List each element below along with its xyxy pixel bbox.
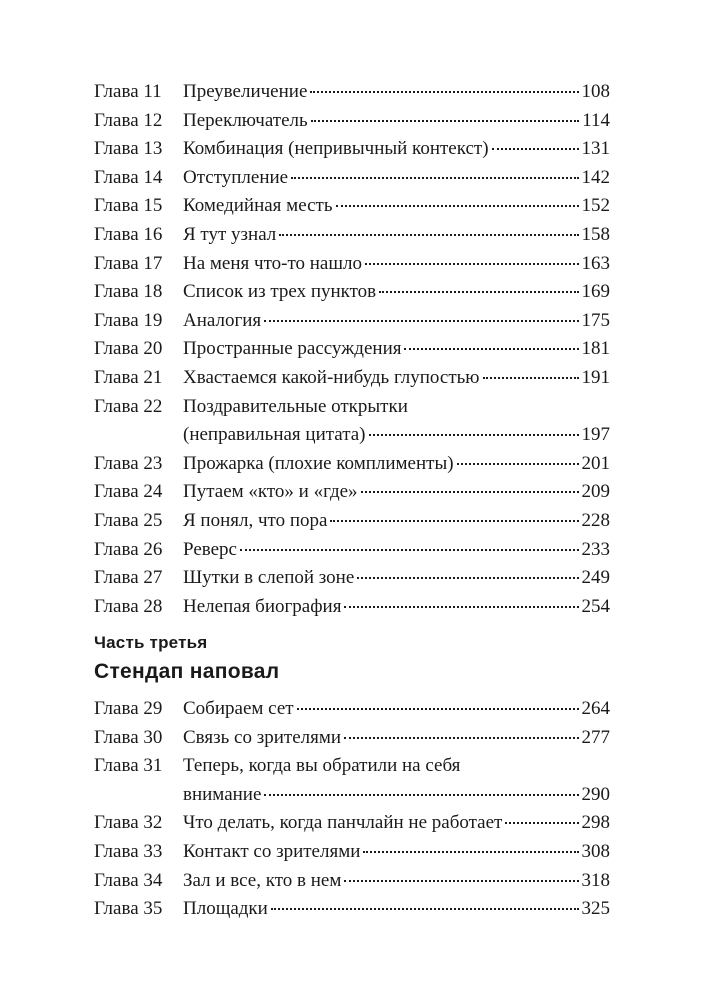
dot-leader — [404, 347, 578, 350]
page-number: 175 — [581, 309, 610, 331]
part-title: Стендап наповал — [94, 660, 280, 683]
chapter-title: Путаем «кто» и «где» — [183, 481, 358, 503]
chapter-number: Глава 26 — [94, 538, 163, 560]
dot-leader — [357, 576, 578, 579]
chapter-title: Что делать, когда панчлайн не работает — [183, 812, 503, 834]
page-number: 108 — [581, 81, 610, 102]
chapter-number: Глава 23 — [94, 452, 163, 474]
chapter-number: Глава 22 — [94, 395, 163, 417]
toc-entry — [94, 564, 610, 593]
toc-entry — [94, 724, 610, 753]
page-number: 308 — [581, 840, 610, 862]
toc-entry — [94, 107, 610, 136]
dot-leader — [363, 850, 578, 853]
chapter-number: Глава 30 — [94, 726, 163, 748]
chapter-number: Глава 32 — [94, 812, 163, 834]
toc-entry — [94, 307, 610, 336]
chapter-title: Комедийная месть — [183, 195, 333, 217]
toc-entry — [94, 164, 610, 193]
dot-leader — [379, 290, 578, 293]
page-number: 318 — [581, 869, 610, 891]
part-label: Часть третья — [94, 633, 208, 652]
page-number: 181 — [581, 338, 610, 360]
chapter-title: Список из трех пунктов — [183, 281, 377, 303]
dot-leader — [344, 879, 578, 882]
page-number: 277 — [581, 726, 610, 748]
toc-entry — [94, 78, 610, 107]
toc-entry — [94, 221, 610, 250]
chapter-number: Глава 29 — [94, 698, 163, 719]
dot-leader — [361, 490, 579, 493]
chapter-title: Собираем сет — [183, 698, 294, 719]
page-number: 325 — [581, 898, 610, 920]
chapter-number: Глава 35 — [94, 898, 163, 920]
dot-leader — [310, 90, 578, 93]
chapter-title: На меня что-то нашло — [183, 252, 362, 274]
dot-leader — [264, 319, 578, 322]
chapter-title: Нелепая биография — [183, 595, 342, 617]
page-number: 114 — [582, 109, 610, 131]
dot-leader — [492, 147, 579, 150]
chapter-number: Глава 12 — [94, 109, 163, 131]
chapter-title: Поздравительные открытки — [183, 395, 408, 417]
dot-leader — [297, 707, 579, 710]
chapter-title: Пространные рассуждения — [183, 338, 402, 360]
page-number: 209 — [581, 481, 610, 503]
toc-entry — [94, 250, 610, 279]
page-number: 152 — [581, 195, 610, 217]
chapter-title: Хвастаемся какой-нибудь глупостью — [183, 366, 480, 388]
dot-leader — [457, 462, 579, 465]
chapter-title: Переключатель — [183, 109, 308, 131]
page-number: 254 — [581, 595, 610, 617]
dot-leader — [279, 233, 578, 236]
dot-leader — [344, 736, 578, 739]
chapter-title: Я понял, что пора — [183, 509, 328, 531]
chapter-title: Аналогия — [183, 309, 262, 331]
chapter-number: Глава 33 — [94, 840, 163, 862]
chapter-title: Комбинация (непривычный контекст) — [183, 138, 489, 160]
chapter-title-continued: внимание — [183, 783, 262, 805]
dot-leader — [291, 176, 578, 179]
toc-entry — [94, 393, 610, 450]
table-of-contents-part-3 — [94, 695, 610, 924]
toc-entry — [94, 536, 610, 565]
dot-leader — [271, 907, 579, 910]
toc-entry — [94, 507, 610, 536]
chapter-number: Глава 19 — [94, 309, 163, 331]
dot-leader — [336, 204, 579, 207]
chapter-number: Глава 34 — [94, 869, 163, 891]
toc-entry — [94, 695, 610, 724]
chapter-number: Глава 25 — [94, 509, 163, 531]
toc-entry — [94, 135, 610, 164]
chapter-title: Шутки в слепой зоне — [183, 567, 355, 589]
toc-entry — [94, 867, 610, 896]
dot-leader — [311, 119, 580, 122]
page-number: 191 — [581, 366, 610, 388]
chapter-title: Прожарка (плохие комплименты) — [183, 452, 454, 474]
dot-leader — [369, 433, 579, 436]
chapter-title: Я тут узнал — [183, 223, 277, 245]
toc-entry — [94, 335, 610, 364]
page-number: 201 — [581, 452, 610, 474]
dot-leader — [344, 605, 578, 608]
page-number: 197 — [581, 424, 610, 446]
dot-leader — [240, 548, 579, 551]
page-number: 298 — [581, 812, 610, 834]
chapter-number: Глава 15 — [94, 195, 163, 217]
chapter-title: Реверс — [183, 538, 237, 560]
chapter-number: Глава 18 — [94, 281, 163, 303]
toc-entry — [94, 364, 610, 393]
chapter-title: Контакт со зрителями — [183, 840, 361, 862]
chapter-number: Глава 11 — [94, 81, 162, 102]
page-number: 158 — [581, 223, 610, 245]
chapter-number: Глава 20 — [94, 338, 163, 360]
table-of-contents-part-2 — [94, 78, 610, 621]
dot-leader — [505, 821, 578, 824]
chapter-title: Связь со зрителями — [183, 726, 342, 748]
chapter-title: Зал и все, кто в нем — [183, 869, 342, 891]
toc-entry — [94, 809, 610, 838]
toc-entry — [94, 838, 610, 867]
chapter-title: Преувеличение — [183, 81, 308, 102]
toc-entry — [94, 450, 610, 479]
toc-entry — [94, 192, 610, 221]
dot-leader — [330, 519, 578, 522]
chapter-number: Глава 16 — [94, 223, 163, 245]
page-number: 142 — [581, 166, 610, 188]
toc-entry — [94, 752, 610, 809]
page-number: 131 — [581, 138, 610, 160]
dot-leader — [365, 262, 579, 265]
toc-entry — [94, 895, 610, 924]
page-number: 233 — [581, 538, 610, 560]
page-number: 290 — [581, 783, 610, 805]
chapter-title: Площадки — [183, 898, 268, 920]
chapter-title: Теперь, когда вы обратили на себя — [183, 755, 461, 777]
chapter-number: Глава 31 — [94, 755, 163, 777]
dot-leader — [483, 376, 579, 379]
toc-entry — [94, 593, 610, 622]
page-number: 264 — [581, 698, 610, 719]
toc-entry — [94, 278, 610, 307]
chapter-number: Глава 27 — [94, 567, 163, 589]
chapter-title-continued: (неправильная цитата) — [183, 424, 366, 446]
chapter-number: Глава 14 — [94, 166, 163, 188]
chapter-title: Отступление — [183, 166, 289, 188]
chapter-number: Глава 24 — [94, 481, 163, 503]
chapter-number: Глава 21 — [94, 366, 163, 388]
dot-leader — [264, 793, 578, 796]
toc-entry — [94, 478, 610, 507]
page-number: 228 — [581, 509, 610, 531]
chapter-number: Глава 17 — [94, 252, 163, 274]
chapter-number: Глава 28 — [94, 595, 163, 617]
chapter-number: Глава 13 — [94, 138, 163, 160]
page-number: 249 — [581, 567, 610, 589]
page-number: 169 — [581, 281, 610, 303]
page-number: 163 — [581, 252, 610, 274]
